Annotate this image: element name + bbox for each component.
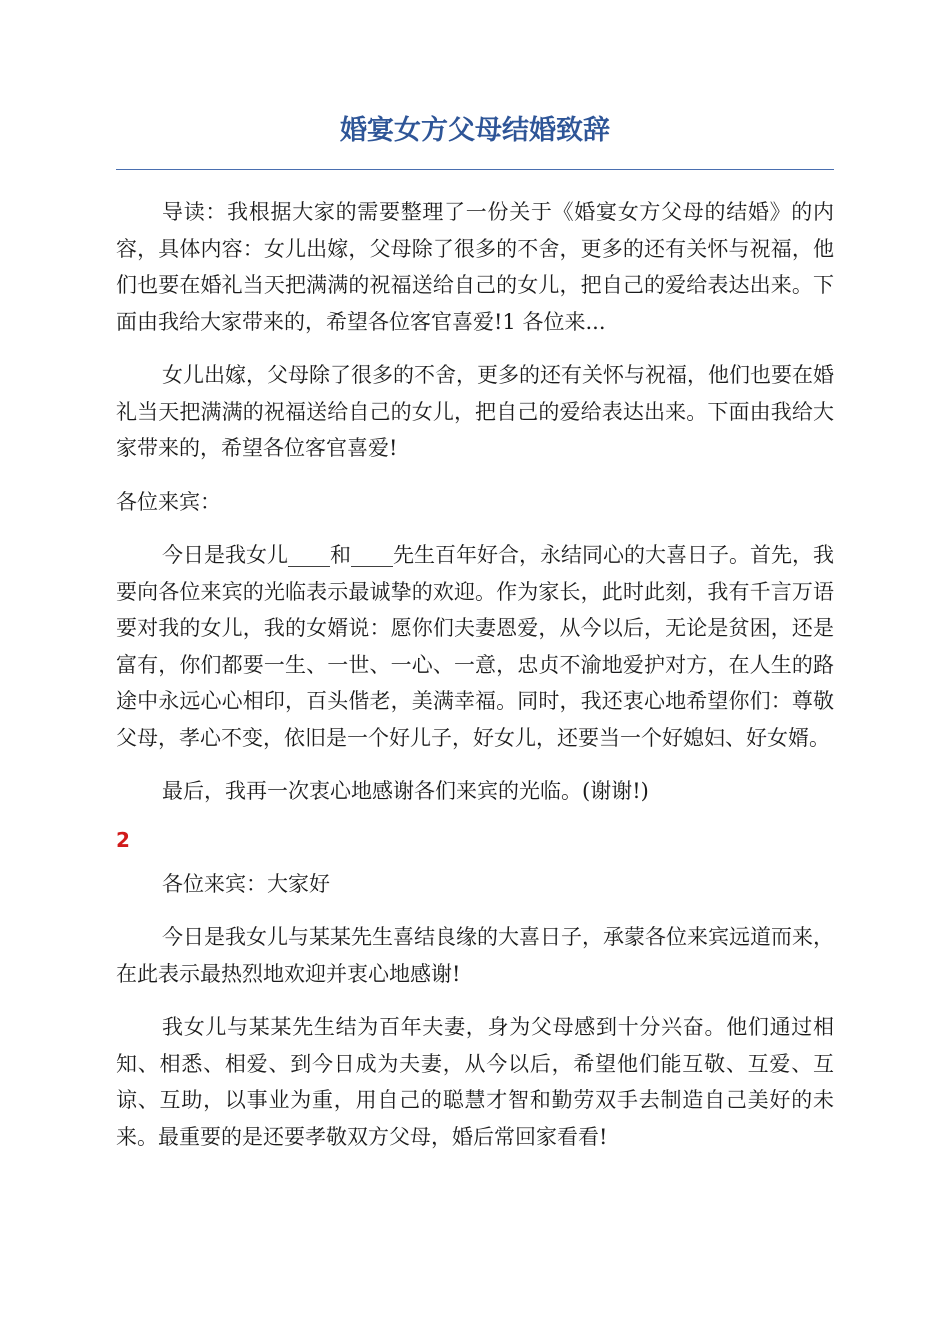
body-paragraph: 我女儿与某某先生结为百年夫妻，身为父母感到十分兴奋。他们通过相知、相悉、相爱、到今日成为夫妻，从今以后，希望他们能互敬、互爱、互谅、互助，以事业为重，用自己的聪慧才智和勤劳双手去制造自己美好的未来。最重要的是还要孝敬双方父母，婚后常回家看看!: [116, 1015, 834, 1149]
section-number: 2: [116, 827, 130, 852]
title-underline: [116, 169, 834, 170]
body-paragraph: 女儿出嫁，父母除了很多的不舍，更多的还有关怀与祝福，他们也要在婚礼当天把满满的祝福送给自己的女儿，把自己的爱给表达出来。下面由我给大家带来的，希望各位客官喜爱!: [116, 363, 834, 461]
salutation: 各位来宾：大家好: [162, 871, 330, 896]
closing-paragraph: 最后，我再一次衷心地感谢各们来宾的光临。(谢谢!): [162, 779, 649, 804]
document-title: 婚宴女方父母结婚致辞: [340, 115, 610, 146]
intro-paragraph: 导读：我根据大家的需要整理了一份关于《婚宴女方父母的结婚》的内容，具体内容：女儿出嫁，父母除了很多的不舍，更多的还有关怀与祝福，他们也要在婚礼当天把满满的祝福送给自己的女儿，把自己的爱给表达出来。下面由我给大家带来的，希望各位客官喜爱!1 各位来...: [116, 200, 834, 334]
salutation: 各位来宾：: [116, 489, 221, 514]
body-paragraph: 今日是我女儿与某某先生喜结良缘的大喜日子，承蒙各位来宾远道而来，在此表示最热烈地欢迎并衷心地感谢!: [116, 925, 834, 986]
body-paragraph: 今日是我女儿____和____先生百年好合，永结同心的大喜日子。首先，我要向各位来宾的光临表示最诚挚的欢迎。作为家长，此时此刻，我有千言万语要对我的女儿，我的女婿说：愿你们夫妻恩爱，从今以后，无论是贫困，还是富有，你们都要一生、一世、一心、一意，忠贞不渝地爱护对方，在人生的路途中永远心心相印，百头偕老，美满幸福。同时，我还衷心地希望你们：尊敬父母，孝心不变，依旧是一个好儿子，好女儿，还要当一个好媳妇、好女婿。: [116, 543, 834, 750]
document-page: [116, 0, 834, 1155]
